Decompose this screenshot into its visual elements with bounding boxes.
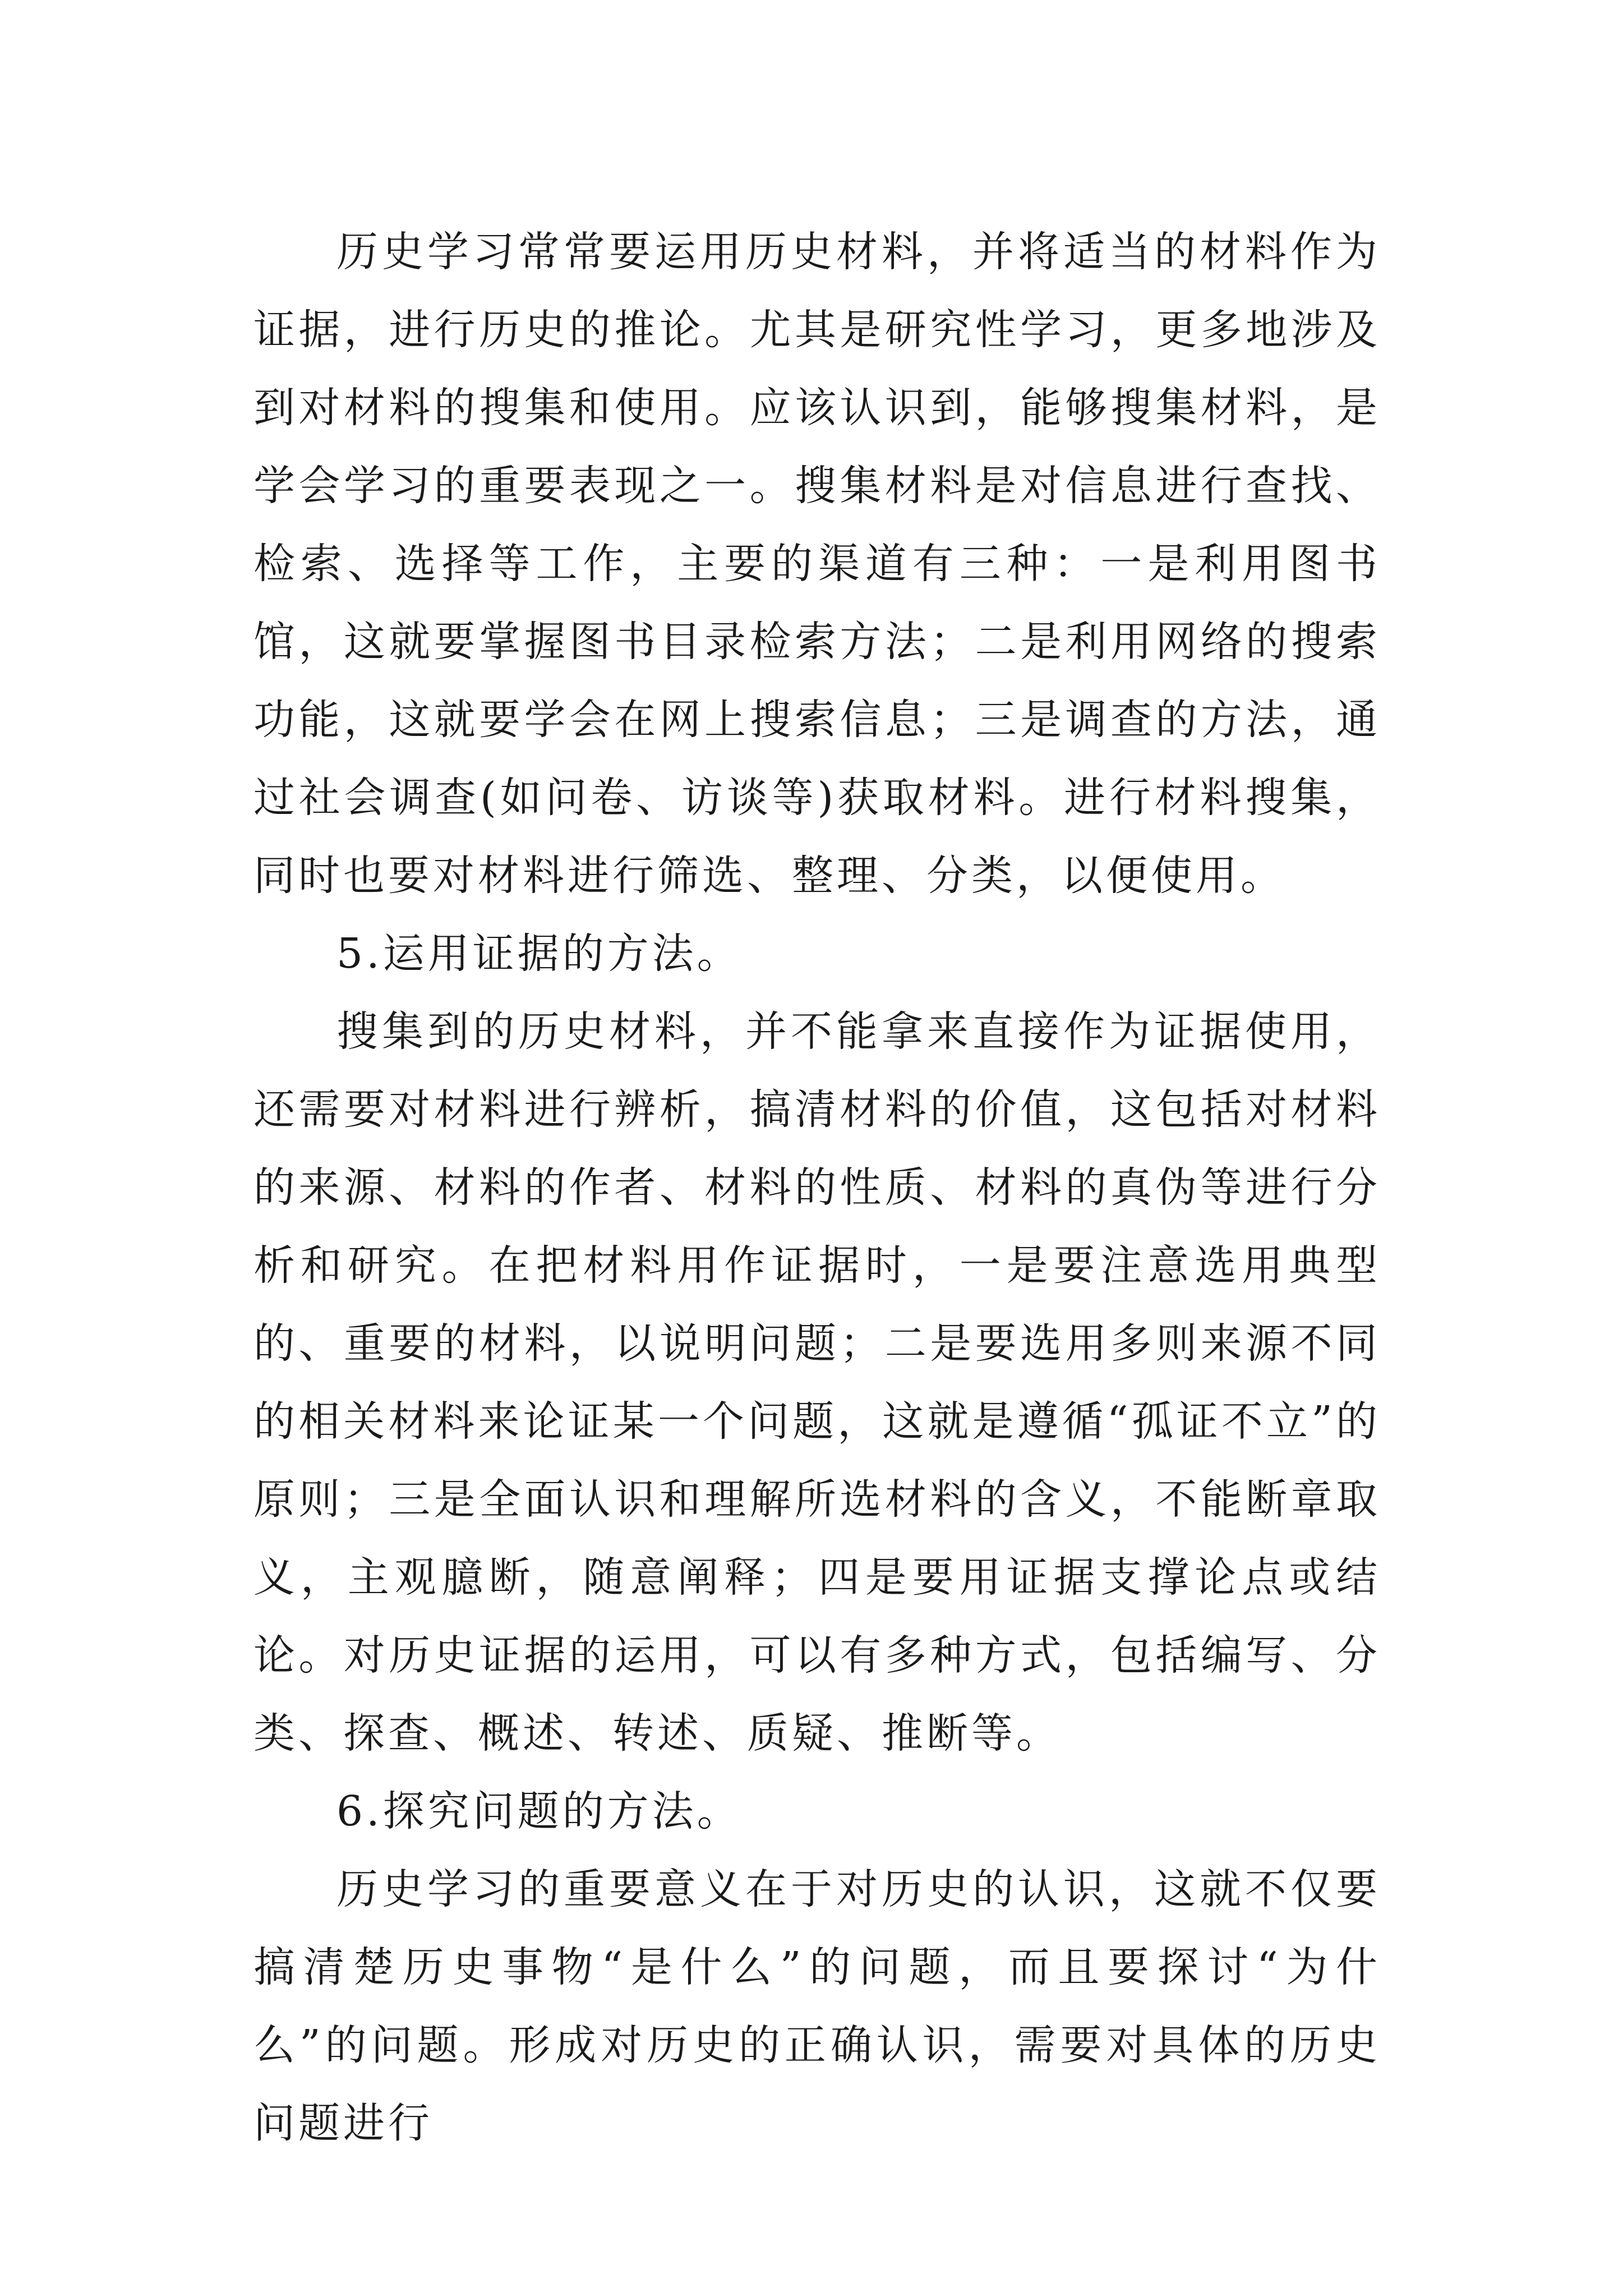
section-heading-inquiry-method: 6.探究问题的方法。 [336,1787,742,1835]
section-heading-evidence-method: 5.运用证据的方法。 [336,930,742,978]
paragraph-evidence-usage: 搜集到的历史材料，并不能拿来直接作为证据使用，还需要对材料进行辨析，搞清材料的价值，这包括对材料的来源、材料的作者、材料的性质、材料的真伪等进行分析和研究。在把材料用作证据时，一是要注意选用典型的、重要的材料，以说明问题；二是要选用多则来源不同的相关材料来论证某一个问题，这就是遵循“孤证不立”的原则；三是全面认识和理解所选材料的含义，不能断章取义，主观臆断，随意阐释；四是要用证据支撑论点或结论。对历史证据的运用，可以有多种方式，包括编写、分类、探查、概述、转述、质疑、推断等。 [253,1007,1381,1757]
paragraph-inquiry: 历史学习的重要意义在于对历史的认识，这就不仅要搞清楚历史事物“是什么”的问题，而且要探讨“为什么”的问题。形成对历史的正确认识，需要对具体的历史问题进行 [253,1865,1381,2147]
paragraph-material-collection: 历史学习常常要运用历史材料，并将适当的材料作为证据，进行历史的推论。尤其是研究性学习，更多地涉及到对材料的搜集和使用。应该认识到，能够搜集材料，是学会学习的重要表现之一。搜集材料是对信息进行查找、检索、选择等工作，主要的渠道有三种：一是利用图书馆，这就要掌握图书目录检索方法；二是利用网络的搜索功能，这就要学会在网上搜索信息；三是调查的方法，通过社会调查(如问卷、访谈等)获取材料。进行材料搜集，同时也要对材料进行筛选、整理、分类，以便使用。 [253,228,1381,900]
document-body [253,213,1381,2162]
